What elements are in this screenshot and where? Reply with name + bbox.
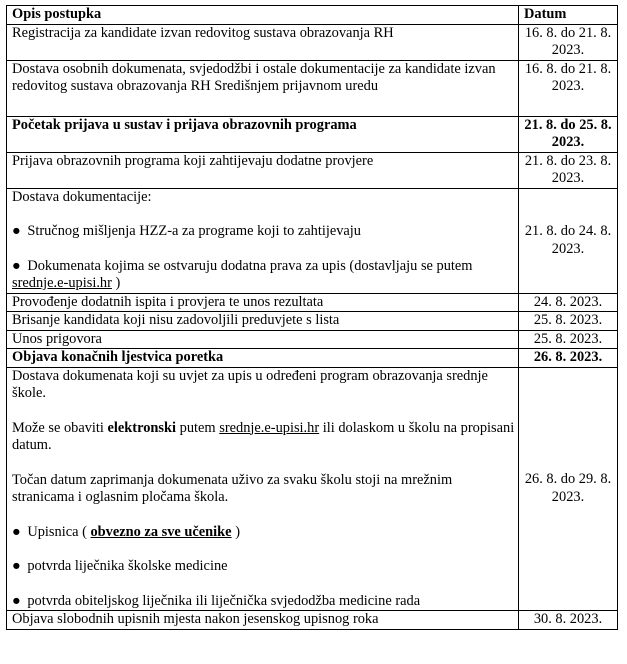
table-row — [7, 611, 618, 630]
table-row — [7, 24, 618, 60]
mandatory-note: obvezno za sve učenike — [90, 523, 232, 540]
row-date: 21. 8. do 24. 8. 2023. — [519, 188, 618, 293]
bullet-icon: ● — [12, 558, 21, 574]
bullet-icon: ● — [12, 523, 21, 540]
row-date: 16. 8. do 21. 8. 2023. — [519, 24, 618, 60]
table-row — [7, 188, 618, 293]
list-item — [12, 223, 515, 241]
row-date: 16. 8. do 21. 8. 2023. — [519, 60, 618, 116]
list-item-text: Stručnog mišljenja HZZ-a za programe koji to zahtijevaju — [27, 223, 361, 239]
row-date: 26. 8. do 29. 8. 2023. — [519, 367, 618, 611]
row-date: 25. 8. 2023. — [519, 312, 618, 331]
bullet-icon: ● — [12, 257, 21, 274]
enrollment-paragraph: Točan datum zaprimanja dokumenata uživo za svaku školu stoji na mrežnim stranicama i oglasnim pločama škola. — [12, 471, 453, 505]
table-row — [7, 152, 618, 188]
enrollment-paragraph: Dostava dokumenata koji su uvjet za upis u određeni program obrazovanja srednje škole. — [12, 367, 488, 401]
row-description: Objava konačnih ljestvica poretka — [7, 349, 519, 368]
row-description: Registracija za kandidate izvan redovitog sustava obrazovanja RH — [7, 24, 519, 60]
documentation-intro: Dostava dokumentacije: — [12, 188, 152, 205]
list-item — [12, 524, 515, 542]
bullet-icon: ● — [12, 592, 21, 609]
row-date: 21. 8. do 23. 8. 2023. — [519, 152, 618, 188]
table-header-row — [7, 6, 618, 25]
table-row — [7, 116, 618, 152]
row-date: 21. 8. do 25. 8. 2023. — [519, 116, 618, 152]
row-description: Objava slobodnih upisnih mjesta nakon jesenskog upisnog roka — [7, 611, 519, 630]
list-item-text: potvrda obiteljskog liječnika ili liječnička svjedodžba medicine rada — [27, 592, 421, 609]
electronic-emphasis: elektronski — [107, 419, 177, 436]
table-row — [7, 349, 618, 368]
e-upisi-link[interactable]: srednje.e-upisi.hr — [12, 275, 112, 291]
row-date: 30. 8. 2023. — [519, 611, 618, 630]
list-item-text: Upisnica ( — [27, 523, 87, 540]
row-description: Dostava osobnih dokumenata, svjedodžbi i ostale dokumentacije za kandidate izvan redovitog sustava obrazovanja RH Središnjem prijavnom uredu — [7, 60, 519, 116]
text-span: Može se obaviti — [12, 419, 104, 436]
list-item — [12, 558, 515, 576]
schedule-table — [6, 5, 618, 630]
row-description: Provođenje dodatnih ispita i provjera te unos rezultata — [7, 293, 519, 312]
list-item-text-end: ) — [115, 275, 121, 291]
row-date: 25. 8. 2023. — [519, 330, 618, 349]
list-item — [12, 593, 515, 611]
e-upisi-link[interactable]: srednje.e-upisi.hr — [219, 419, 320, 436]
row-description: Početak prijava u sustav i prijava obrazovnih programa — [7, 116, 519, 152]
row-description-enrollment — [7, 367, 519, 611]
row-date: 26. 8. 2023. — [519, 349, 618, 368]
header-description: Opis postupka — [7, 6, 519, 25]
row-date: 24. 8. 2023. — [519, 293, 618, 312]
table-row — [7, 367, 618, 611]
enrollment-paragraph — [12, 420, 515, 455]
list-item-text: Dokumenata kojima se ostvaruju dodatna prava za upis (dostavljaju se putem — [27, 257, 473, 274]
document — [6, 5, 617, 630]
table-row — [7, 60, 618, 116]
row-description: Brisanje kandidata koji nisu zadovoljili preduvjete s lista — [7, 312, 519, 331]
header-date: Datum — [519, 6, 618, 25]
list-item-text-end: ) — [235, 523, 240, 540]
text-span: putem — [179, 419, 216, 436]
row-description-documentation — [7, 188, 519, 293]
row-description: Prijava obrazovnih programa koji zahtijevaju dodatne provjere — [7, 152, 519, 188]
table-row — [7, 312, 618, 331]
list-item — [12, 258, 515, 293]
row-description: Unos prigovora — [7, 330, 519, 349]
text-span: ili dolaskom u školu na propisani datum. — [12, 419, 515, 453]
table-row — [7, 293, 618, 312]
list-item-text: potvrda liječnika školske medicine — [27, 558, 228, 574]
table-row — [7, 330, 618, 349]
bullet-icon: ● — [12, 223, 21, 239]
